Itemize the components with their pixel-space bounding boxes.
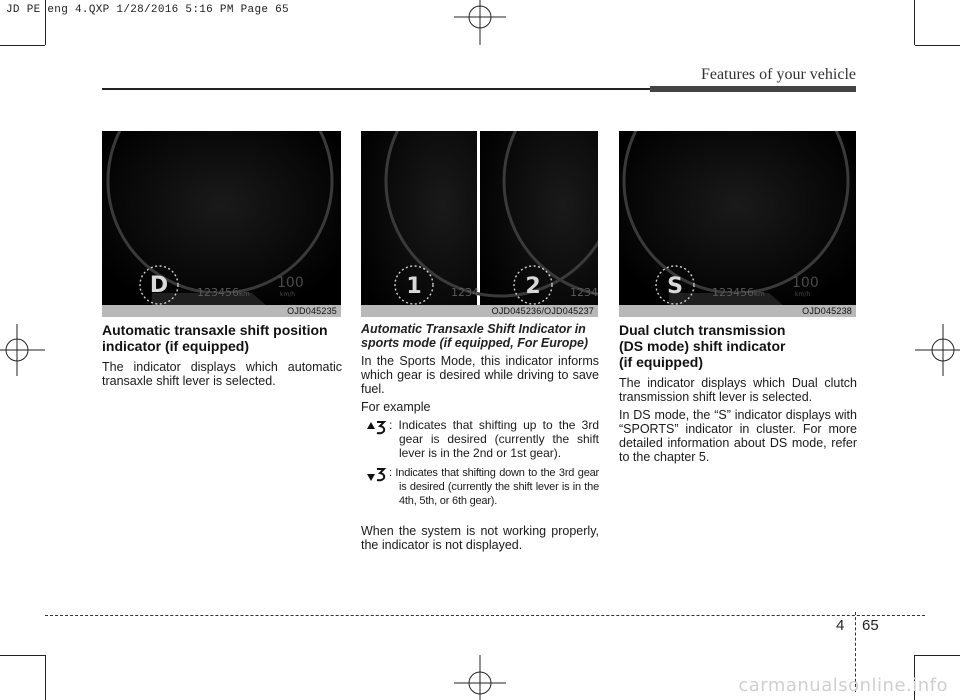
column-3: [619, 322, 857, 464]
body-paragraph: The indicator displays which Dual clutch transmission shift lever is selected.: [619, 376, 857, 404]
crop-mark: [0, 655, 45, 656]
section-title: Features of your vehicle: [700, 66, 856, 83]
odometer-value: 123456: [197, 286, 239, 299]
odometer-value: 123456: [712, 286, 754, 299]
crop-mark: [914, 0, 915, 45]
page-number: 65: [862, 617, 879, 634]
speed-value: 100: [277, 275, 304, 291]
cluster-image-1-2: [361, 131, 598, 317]
section-heading-line: (DS mode) shift indicator: [619, 338, 786, 354]
example-down-text: : Indicates that shifting down to the 3rd gear is desired (currently the shift lever is in the 4th, 5th, or 6th gear).: [389, 467, 599, 507]
crop-mark: [915, 45, 960, 46]
header-rule-accent: [650, 86, 856, 92]
image-caption: OJD045236/OJD045237: [488, 305, 598, 317]
section-heading-line: Dual clutch transmission: [619, 322, 786, 338]
column-1: [102, 322, 342, 388]
crop-mark: [915, 655, 960, 656]
gear-d-symbol: D: [149, 273, 169, 298]
example-label: For example: [361, 400, 431, 414]
shift-down-3-icon: [365, 467, 387, 483]
registration-mark-icon: [450, 655, 510, 700]
crop-mark: [0, 45, 45, 46]
gear-1-symbol: 1: [406, 274, 422, 299]
registration-mark-icon: [915, 320, 960, 380]
speed-value: 100: [792, 275, 819, 291]
section-heading: Automatic Transaxle Shift Indicator in sports mode (if equipped, For Europe): [361, 322, 589, 350]
example-up-text: : Indicates that shifting up to the 3rd gear is desired (currently the shift lever is in the 2nd or 1st gear).: [389, 418, 599, 460]
crop-mark: [45, 655, 46, 700]
odometer-partial: 1234: [451, 286, 479, 299]
image-caption: OJD045235: [283, 305, 341, 317]
speed-unit: km/h: [280, 291, 296, 298]
section-heading: Automatic transaxle shift position indicator (if equipped): [102, 322, 328, 354]
registration-mark-icon: [0, 320, 45, 380]
chapter-number: 4: [836, 617, 845, 634]
body-paragraph: In the Sports Mode, this indicator informs which gear is desired while driving to save fuel.: [361, 354, 599, 396]
odometer-unit: km: [239, 290, 250, 298]
odometer-unit: km: [754, 290, 765, 298]
speed-unit: km/h: [795, 291, 811, 298]
body-paragraph: The indicator displays which automatic transaxle shift lever is selected.: [102, 360, 342, 388]
watermark: carmanualsonline.info: [738, 675, 948, 696]
print-slug: JD PE eng 4.QXP 1/28/2016 5:16 PM Page 65: [6, 4, 289, 16]
cluster-image-s: [619, 131, 856, 317]
example-shift-down: [361, 466, 599, 508]
example-shift-up: [361, 418, 599, 460]
cluster-image-d: [102, 131, 341, 317]
section-heading-line: (if equipped): [619, 354, 703, 370]
registration-mark-icon: [450, 0, 510, 45]
note-paragraph: When the system is not working properly, the indicator is not displayed.: [361, 524, 599, 552]
column-2: [361, 322, 599, 552]
gear-s-symbol: S: [667, 274, 683, 299]
image-caption: OJD045238: [798, 305, 856, 317]
footer-rule: [45, 615, 925, 616]
body-paragraph: In DS mode, the “S” indicator displays with “SPORTS” indicator in cluster. For more detailed information about DS mode, refer to the chapter 5.: [619, 408, 857, 464]
shift-up-3-icon: [365, 419, 387, 435]
gear-2-symbol: 2: [525, 274, 541, 299]
odometer-partial: 1234: [570, 286, 598, 299]
